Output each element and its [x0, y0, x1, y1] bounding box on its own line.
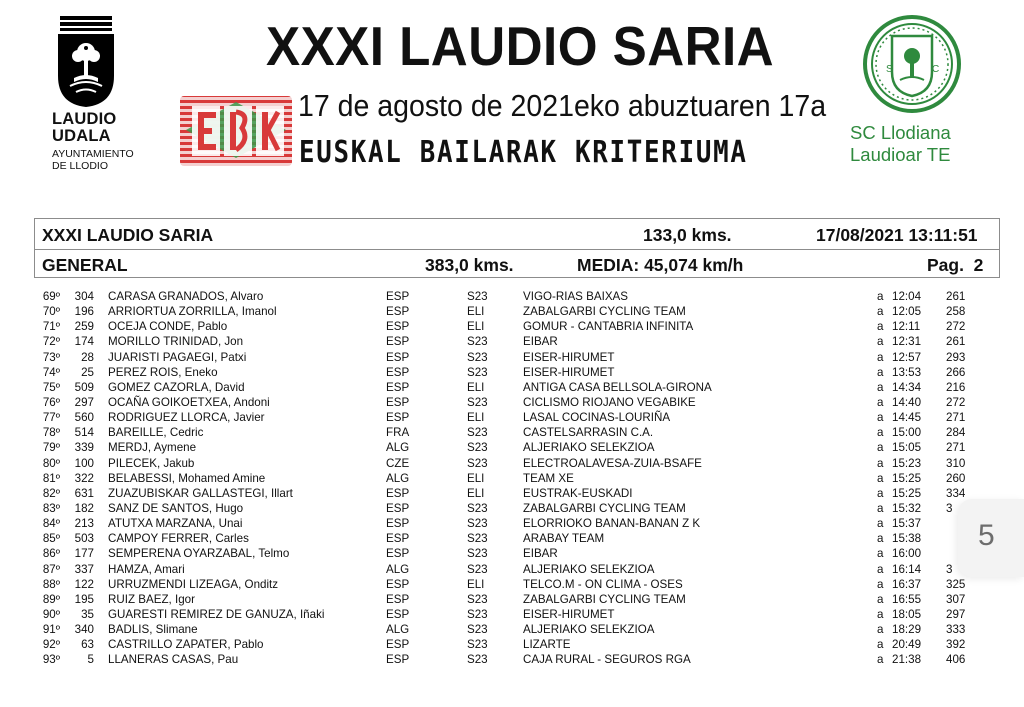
category: ELI [467, 577, 485, 591]
team-name: GOMUR - CANTABRIA INFINITA [523, 320, 694, 334]
rider-name: BAREILLE, Cedric [108, 426, 204, 440]
position: 85º [42, 532, 60, 546]
position: 78º [42, 426, 60, 440]
nationality: CZE [386, 456, 410, 470]
category: ELI [467, 305, 485, 319]
position: 73º [42, 350, 60, 364]
nationality: ESP [386, 365, 410, 379]
subtitle: EUSKAL BAILARAK KRITERIUMA [299, 135, 748, 170]
bib-number: 174 [74, 335, 94, 349]
rider-name: BELABESSI, Mohamed Amine [108, 471, 266, 485]
nationality: ESP [386, 395, 410, 409]
seal-letter-c: C [932, 64, 940, 75]
category: ELI [467, 411, 485, 425]
position: 81º [42, 471, 60, 485]
category: S23 [467, 517, 488, 531]
time-prefix: a [877, 471, 884, 485]
position: 82º [42, 486, 60, 500]
time-gap: 14:45 [892, 411, 922, 425]
time-gap: 15:05 [892, 441, 922, 455]
category: S23 [467, 562, 488, 576]
rider-name: ZUAZUBISKAR GALLASTEGI, Illart [108, 486, 293, 500]
position: 83º [42, 501, 60, 515]
table-row [0, 365, 1024, 380]
points: 307 [946, 592, 966, 606]
time-gap: 12:11 [892, 320, 921, 334]
time-gap: 20:49 [892, 638, 922, 652]
table-row [0, 652, 1024, 667]
points: 272 [946, 395, 966, 409]
nationality: ALG [386, 441, 410, 455]
time-gap: 15:25 [892, 486, 922, 500]
table-row [0, 546, 1024, 561]
category: ELI [467, 320, 485, 334]
points: 272 [946, 320, 966, 334]
team-name: TEAM XE [523, 471, 574, 485]
team-name: VIGO-RIAS BAIXAS [523, 290, 629, 303]
points: 261 [946, 290, 966, 303]
category: ELI [467, 471, 485, 485]
table-row [0, 531, 1024, 546]
logo-left-sub-1: AYUNTAMIENTO [52, 148, 134, 160]
nationality: ESP [386, 290, 410, 303]
time-gap: 12:05 [892, 305, 922, 319]
time-prefix: a [877, 592, 884, 606]
seal-letter-s: S [886, 64, 893, 75]
nationality: ESP [386, 532, 410, 546]
bib-number: 35 [81, 607, 94, 621]
table-row [0, 319, 1024, 334]
rider-name: SANZ DE SANTOS, Hugo [108, 501, 244, 515]
bib-number: 560 [74, 411, 94, 425]
bib-number: 100 [74, 456, 94, 470]
nationality: ESP [386, 380, 410, 394]
category: S23 [467, 395, 488, 409]
time-gap: 15:23 [892, 456, 922, 470]
team-name: EISER-HIRUMET [523, 607, 615, 621]
rider-name: LLANERAS CASAS, Pau [108, 653, 239, 667]
team-name: ZABALGARBI CYCLING TEAM [523, 305, 686, 319]
table-row [0, 516, 1024, 531]
bib-number: 182 [74, 501, 94, 515]
sc-llodiana-logo [848, 14, 978, 174]
points: 271 [946, 441, 966, 455]
points: 261 [946, 335, 966, 349]
bib-number: 122 [74, 577, 94, 591]
rider-name: SEMPERENA OYARZABAL, Telmo [108, 547, 290, 561]
bib-number: 5 [87, 653, 94, 667]
table-row [0, 486, 1024, 501]
nationality: ALG [386, 562, 410, 576]
rider-name: GOMEZ CAZORLA, David [108, 380, 245, 394]
category: S23 [467, 335, 488, 349]
position: 77º [42, 411, 60, 425]
rider-name: OCEJA CONDE, Pablo [108, 320, 228, 334]
time-prefix: a [877, 320, 884, 334]
points: 333 [946, 623, 966, 637]
time-prefix: a [877, 395, 884, 409]
laudio-udala-logo [44, 14, 154, 174]
position: 93º [42, 653, 60, 667]
time-prefix: a [877, 441, 884, 455]
nationality: ESP [386, 592, 410, 606]
category: ELI [467, 486, 485, 500]
time-prefix: a [877, 456, 884, 470]
bib-number: 337 [74, 562, 94, 576]
table-row [0, 395, 1024, 410]
bib-number: 509 [74, 380, 94, 394]
bib-number: 514 [74, 426, 94, 440]
club-name-2: Laudioar TE [850, 144, 951, 165]
table-row [0, 622, 1024, 637]
position: 86º [42, 547, 60, 561]
time-prefix: a [877, 607, 884, 621]
category: S23 [467, 532, 488, 546]
rider-name: MORILLO TRINIDAD, Jon [108, 335, 244, 349]
classification-label: GENERAL [42, 255, 128, 275]
team-name: ZABALGARBI CYCLING TEAM [523, 592, 686, 606]
table-row [0, 607, 1024, 622]
time-gap: 15:38 [892, 532, 922, 546]
team-name: ALJERIAKO SELEKZIOA [523, 562, 655, 576]
time-prefix: a [877, 380, 884, 394]
nationality: ESP [386, 320, 410, 334]
position: 80º [42, 456, 60, 470]
ebk-logo-icon [178, 94, 294, 168]
nationality: ESP [386, 638, 410, 652]
time-prefix: a [877, 305, 884, 319]
table-row [0, 456, 1024, 471]
page-number-tab[interactable] [958, 499, 1024, 577]
rider-name: ATUTXA MARZANA, Unai [108, 517, 243, 531]
position: 92º [42, 638, 60, 652]
bib-number: 503 [74, 532, 94, 546]
team-name: LIZARTE [523, 638, 571, 652]
time-gap: 13:53 [892, 365, 922, 379]
time-gap: 14:34 [892, 380, 922, 394]
date-line: 17 de agosto de 2021eko abuztuaren 17a [298, 88, 827, 123]
category: S23 [467, 350, 488, 364]
category: S23 [467, 290, 488, 303]
nationality: ESP [386, 486, 410, 500]
category: S23 [467, 456, 488, 470]
time-prefix: a [877, 426, 884, 440]
table-row [0, 334, 1024, 349]
bib-number: 177 [74, 547, 94, 561]
nationality: ESP [386, 547, 410, 561]
team-name: ARABAY TEAM [523, 532, 605, 546]
time-prefix: a [877, 577, 884, 591]
page-number-label: 5 [978, 519, 995, 552]
team-name: ALJERIAKO SELEKZIOA [523, 623, 655, 637]
time-prefix: a [877, 335, 884, 349]
time-gap: 15:00 [892, 426, 922, 440]
team-name: ALJERIAKO SELEKZIOA [523, 441, 655, 455]
bib-number: 631 [74, 486, 94, 500]
time-prefix: a [877, 501, 884, 515]
rider-name: CAMPOY FERRER, Carles [108, 532, 249, 546]
time-gap: 16:55 [892, 592, 922, 606]
team-name: CASTELSARRASIN C.A. [523, 426, 654, 440]
nationality: ESP [386, 517, 410, 531]
position: 79º [42, 441, 60, 455]
points: 266 [946, 365, 966, 379]
average-speed: MEDIA: 45,074 km/h [577, 255, 744, 275]
race-name: XXXI LAUDIO SARIA [42, 225, 214, 245]
nationality: ESP [386, 607, 410, 621]
bib-number: 213 [74, 517, 94, 531]
rider-name: BADLIS, Slimane [108, 623, 198, 637]
category: S23 [467, 592, 488, 606]
category: S23 [467, 547, 488, 561]
team-name: EISER-HIRUMET [523, 365, 615, 379]
bib-number: 196 [74, 305, 94, 319]
category: S23 [467, 365, 488, 379]
time-prefix: a [877, 532, 884, 546]
table-row [0, 592, 1024, 607]
points: 325 [946, 577, 966, 591]
team-name: ANTIGA CASA BELLSOLA-GIRONA [523, 380, 712, 394]
points: 3 [946, 501, 953, 515]
position: 70º [42, 305, 60, 319]
rider-name: JUARISTI PAGAEGI, Patxi [108, 350, 247, 364]
time-gap: 12:57 [892, 350, 922, 364]
table-row [0, 577, 1024, 592]
points: 293 [946, 350, 966, 364]
time-prefix: a [877, 562, 884, 576]
time-gap: 12:31 [892, 335, 922, 349]
team-name: ELORRIOKO BANAN-BANAN Z K [523, 517, 701, 531]
nationality: ESP [386, 305, 410, 319]
table-row [0, 410, 1024, 425]
rider-name: PILECEK, Jakub [108, 456, 195, 470]
position: 69º [42, 290, 60, 303]
time-gap: 18:05 [892, 607, 922, 621]
points: 260 [946, 471, 966, 485]
category: ELI [467, 380, 485, 394]
time-gap: 12:04 [892, 290, 922, 303]
points: 271 [946, 411, 966, 425]
rider-name: MERDJ, Aymene [108, 441, 197, 455]
table-row [0, 425, 1024, 440]
team-name: EUSTRAK-EUSKADI [523, 486, 633, 500]
bib-number: 339 [74, 441, 94, 455]
position: 84º [42, 517, 60, 531]
team-name: CAJA RURAL - SEGUROS RGA [523, 653, 691, 667]
table-row [0, 380, 1024, 395]
table-row [0, 562, 1024, 577]
points: 284 [946, 426, 966, 440]
rider-name: RUIZ BAEZ, Igor [108, 592, 195, 606]
rider-name: HAMZA, Amari [108, 562, 185, 576]
bib-number: 28 [81, 350, 94, 364]
category: S23 [467, 607, 488, 621]
time-prefix: a [877, 365, 884, 379]
nationality: ESP [386, 350, 410, 364]
bib-number: 259 [74, 320, 94, 334]
bib-number: 322 [74, 471, 94, 485]
nationality: ALG [386, 623, 410, 637]
points: 392 [946, 638, 966, 652]
time-prefix: a [877, 653, 884, 667]
category: S23 [467, 426, 488, 440]
print-datetime: 17/08/2021 13:11:51 [816, 225, 978, 245]
category: S23 [467, 441, 488, 455]
bib-number: 297 [74, 395, 94, 409]
time-gap: 18:29 [892, 623, 922, 637]
table-row [0, 289, 1024, 304]
table-row [0, 471, 1024, 486]
points: 258 [946, 305, 966, 319]
position: 91º [42, 623, 60, 637]
logo-left-sub-2: DE LLODIO [52, 160, 109, 172]
table-row [0, 637, 1024, 652]
position: 90º [42, 607, 60, 621]
team-name: ZABALGARBI CYCLING TEAM [523, 501, 686, 515]
table-row [0, 440, 1024, 455]
team-name: EIBAR [523, 335, 558, 349]
coat-of-arms-icon [56, 16, 116, 108]
table-row [0, 350, 1024, 365]
time-prefix: a [877, 623, 884, 637]
rider-name: ARRIORTUA ZORRILLA, Imanol [108, 305, 277, 319]
team-name: ELECTROALAVESA-ZUIA-BSAFE [523, 456, 702, 470]
club-seal-icon [862, 14, 962, 114]
logo-left-name-2: UDALA [52, 127, 111, 145]
time-gap: 15:37 [892, 517, 922, 531]
nationality: ESP [386, 653, 410, 667]
results-table [0, 289, 1024, 668]
nationality: ALG [386, 471, 410, 485]
rider-name: PEREZ ROIS, Eneko [108, 365, 218, 379]
team-name: LASAL COCINAS-LOURIÑA [523, 411, 671, 425]
time-prefix: a [877, 486, 884, 500]
rider-name: CARASA GRANADOS, Alvaro [108, 290, 264, 303]
bib-number: 304 [74, 290, 94, 303]
position: 89º [42, 592, 60, 606]
time-gap: 16:37 [892, 577, 922, 591]
bib-number: 340 [74, 623, 94, 637]
team-name: TELCO.M - ON CLIMA - OSES [523, 577, 683, 591]
rider-name: RODRIGUEZ LLORCA, Javier [108, 411, 265, 425]
bib-number: 63 [81, 638, 94, 652]
team-name: CICLISMO RIOJANO VEGABIKE [523, 395, 696, 409]
results-header [34, 218, 1000, 278]
time-prefix: a [877, 638, 884, 652]
time-gap: 16:14 [892, 562, 922, 576]
category: S23 [467, 653, 488, 667]
logo-left-name-1: LAUDIO [52, 110, 117, 128]
team-name: EIBAR [523, 547, 558, 561]
table-row [0, 304, 1024, 319]
time-prefix: a [877, 547, 884, 561]
position: 74º [42, 365, 60, 379]
points: 310 [946, 456, 966, 470]
header-divider [35, 249, 999, 250]
rider-name: OCAÑA GOIKOETXEA, Andoni [108, 395, 270, 409]
stage-distance: 133,0 kms. [643, 225, 732, 245]
rider-name: GUARESTI REMIREZ DE GANUZA, Iñaki [108, 607, 325, 621]
position: 71º [42, 320, 60, 334]
time-gap: 15:32 [892, 501, 922, 515]
position: 72º [42, 335, 60, 349]
rider-name: URRUZMENDI LIZEAGA, Onditz [108, 577, 279, 591]
bib-number: 195 [74, 592, 94, 606]
nationality: ESP [386, 577, 410, 591]
time-gap: 14:40 [892, 395, 922, 409]
time-prefix: a [877, 411, 884, 425]
bib-number: 25 [81, 365, 94, 379]
category: S23 [467, 623, 488, 637]
table-row [0, 501, 1024, 516]
category: S23 [467, 501, 488, 515]
page-indicator: Pag. 2 [927, 255, 984, 275]
time-gap: 21:38 [892, 653, 922, 667]
points: 216 [946, 380, 966, 394]
team-name: EISER-HIRUMET [523, 350, 615, 364]
points: 406 [946, 653, 966, 667]
page-title: XXXI LAUDIO SARIA [266, 15, 775, 77]
position: 75º [42, 380, 60, 394]
position: 88º [42, 577, 60, 591]
nationality: ESP [386, 411, 410, 425]
points: 297 [946, 607, 966, 621]
nationality: ESP [386, 501, 410, 515]
time-prefix: a [877, 517, 884, 531]
points: 3 [946, 562, 953, 576]
position: 76º [42, 395, 60, 409]
club-name-1: SC Llodiana [850, 122, 951, 143]
points: 334 [946, 486, 966, 500]
category: S23 [467, 638, 488, 652]
time-prefix: a [877, 350, 884, 364]
nationality: ESP [386, 335, 410, 349]
position: 87º [42, 562, 60, 576]
rider-name: CASTRILLO ZAPATER, Pablo [108, 638, 264, 652]
time-gap: 16:00 [892, 547, 922, 561]
time-prefix: a [877, 290, 884, 303]
nationality: FRA [386, 426, 410, 440]
total-distance: 383,0 kms. [425, 255, 514, 275]
time-gap: 15:25 [892, 471, 922, 485]
